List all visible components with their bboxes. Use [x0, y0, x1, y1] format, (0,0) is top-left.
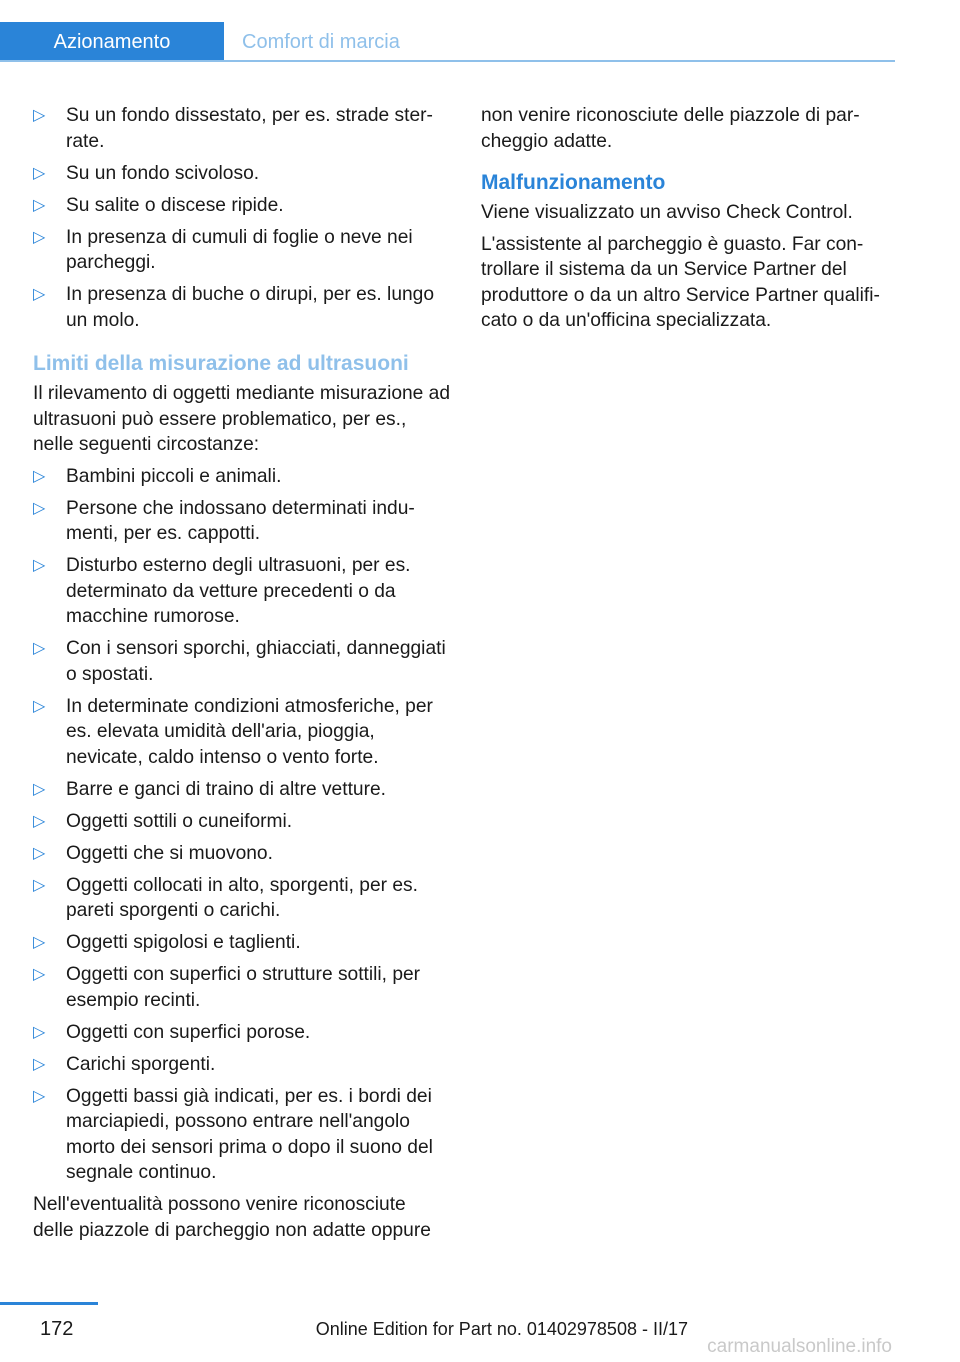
triangle-bullet-icon: ▷: [33, 499, 46, 517]
list-item: ▷ Oggetti con superfici o strutture sottili, per esempio recinti.: [33, 964, 421, 1011]
triangle-bullet-icon: ▷: [33, 196, 46, 214]
triangle-bullet-icon: ▷: [33, 1055, 46, 1073]
list-item: ▷ Bambini piccoli e animali.: [33, 464, 451, 490]
tab-comfort-di-marcia[interactable]: Comfort di marcia: [242, 30, 400, 53]
triangle-bullet-icon: ▷: [33, 228, 46, 246]
left-column: [33, 103, 451, 1249]
triangle-bullet-icon: ▷: [33, 844, 46, 862]
malfunction-paragraph-1: Viene visualizzato un avviso Check Control.: [481, 202, 853, 223]
list-item: ▷ In determinate condizioni atmosferiche, per es. elevata umidità dell'aria, pioggia, nevicate, caldo intenso o vento forte.: [33, 695, 433, 768]
list-item: ▷ Con i sensori sporchi, ghiacciati, danneggiati o spostati.: [33, 638, 446, 685]
list-item: ▷ Oggetti bassi già indicati, per es. i bordi dei marciapiedi, possono entrare nell'angolo morto dei sensori prima o dopo il suono del segnale continuo.: [33, 1085, 433, 1183]
list-item: ▷ Oggetti spigolosi e taglienti.: [33, 930, 451, 956]
header-divider: [0, 60, 895, 62]
continuation-paragraph: non venire riconosciute delle piazzole di parcheggio adatte.: [481, 105, 860, 152]
triangle-bullet-icon: ▷: [33, 640, 46, 657]
triangle-bullet-icon: ▷: [33, 1087, 46, 1105]
triangle-bullet-icon: ▷: [33, 467, 46, 485]
edition-text: Online Edition for Part no. 01402978508 - II/17: [315, 1319, 688, 1339]
triangle-bullet-icon: ▷: [33, 1023, 46, 1041]
list-item: ▷ Oggetti sottili o cuneiformi.: [33, 809, 451, 835]
triangle-bullet-icon: ▷: [33, 780, 46, 798]
triangle-bullet-icon: ▷: [33, 697, 46, 715]
triangle-bullet-icon: ▷: [33, 164, 46, 182]
section-title-ultrasuoni: Limiti della misurazione ad ultrasuoni: [33, 352, 409, 375]
page-header: [0, 22, 895, 62]
triangle-bullet-icon: ▷: [33, 286, 46, 303]
list-item: ▷ Oggetti collocati in alto, sporgenti, per es. pareti sporgenti o carichi.: [33, 874, 418, 921]
list-item: ▷ In presenza di cumuli di foglie o neve nei parcheggi.: [33, 226, 413, 273]
page-number: 172: [40, 1318, 74, 1340]
list-item: ▷ Disturbo esterno degli ultrasuoni, per es. determinato da vetture precedenti o da macchine rumorose.: [33, 555, 411, 627]
list-item: ▷ Oggetti con superfici porose.: [33, 1020, 451, 1046]
triangle-bullet-icon: ▷: [33, 934, 46, 951]
list-item: ▷ Carichi sporgenti.: [33, 1052, 451, 1078]
triangle-bullet-icon: ▷: [33, 107, 46, 124]
malfunction-paragraph-2: L'assistente al parcheggio è guasto. Far controllare il sistema da un Service Partner del produttore o da un altro Service Partner qualificato o da un'officina specializzata.: [481, 233, 880, 331]
list-item: ▷ Su un fondo dissestato, per es. strade sterrate.: [33, 105, 433, 152]
watermark: carmanualsonline.info: [707, 1336, 892, 1357]
footer-divider: [0, 1302, 98, 1305]
list-item: ▷ Persone che indossano determinati indumenti, per es. cappotti.: [33, 497, 415, 544]
list-item: ▷ Barre e ganci di traino di altre vetture.: [33, 777, 451, 803]
triangle-bullet-icon: ▷: [33, 966, 46, 983]
list-item: ▷ Su salite o discese ripide.: [33, 193, 451, 219]
conditions-list: [33, 103, 451, 333]
tab-azionamento[interactable]: Azionamento: [0, 22, 224, 62]
limits-list: [33, 464, 451, 1186]
closing-paragraph: Nell'eventualità possono venire riconosciute delle piazzole di parcheggio non adatte oppure: [33, 1194, 431, 1241]
section-title-malfunzionamento: Malfunzionamento: [481, 171, 666, 194]
right-column: [481, 103, 899, 340]
list-item: ▷ In presenza di buche o dirupi, per es. lungo un molo.: [33, 284, 435, 331]
list-item: ▷ Oggetti che si muovono.: [33, 841, 451, 867]
triangle-bullet-icon: ▷: [33, 812, 46, 830]
triangle-bullet-icon: ▷: [33, 876, 46, 894]
section-intro: Il rilevamento di oggetti mediante misurazione ad ultrasuoni può essere problematico, per es., nelle seguenti circostanze:: [33, 383, 451, 455]
triangle-bullet-icon: ▷: [33, 557, 46, 574]
list-item: ▷ Su un fondo scivoloso.: [33, 161, 451, 187]
